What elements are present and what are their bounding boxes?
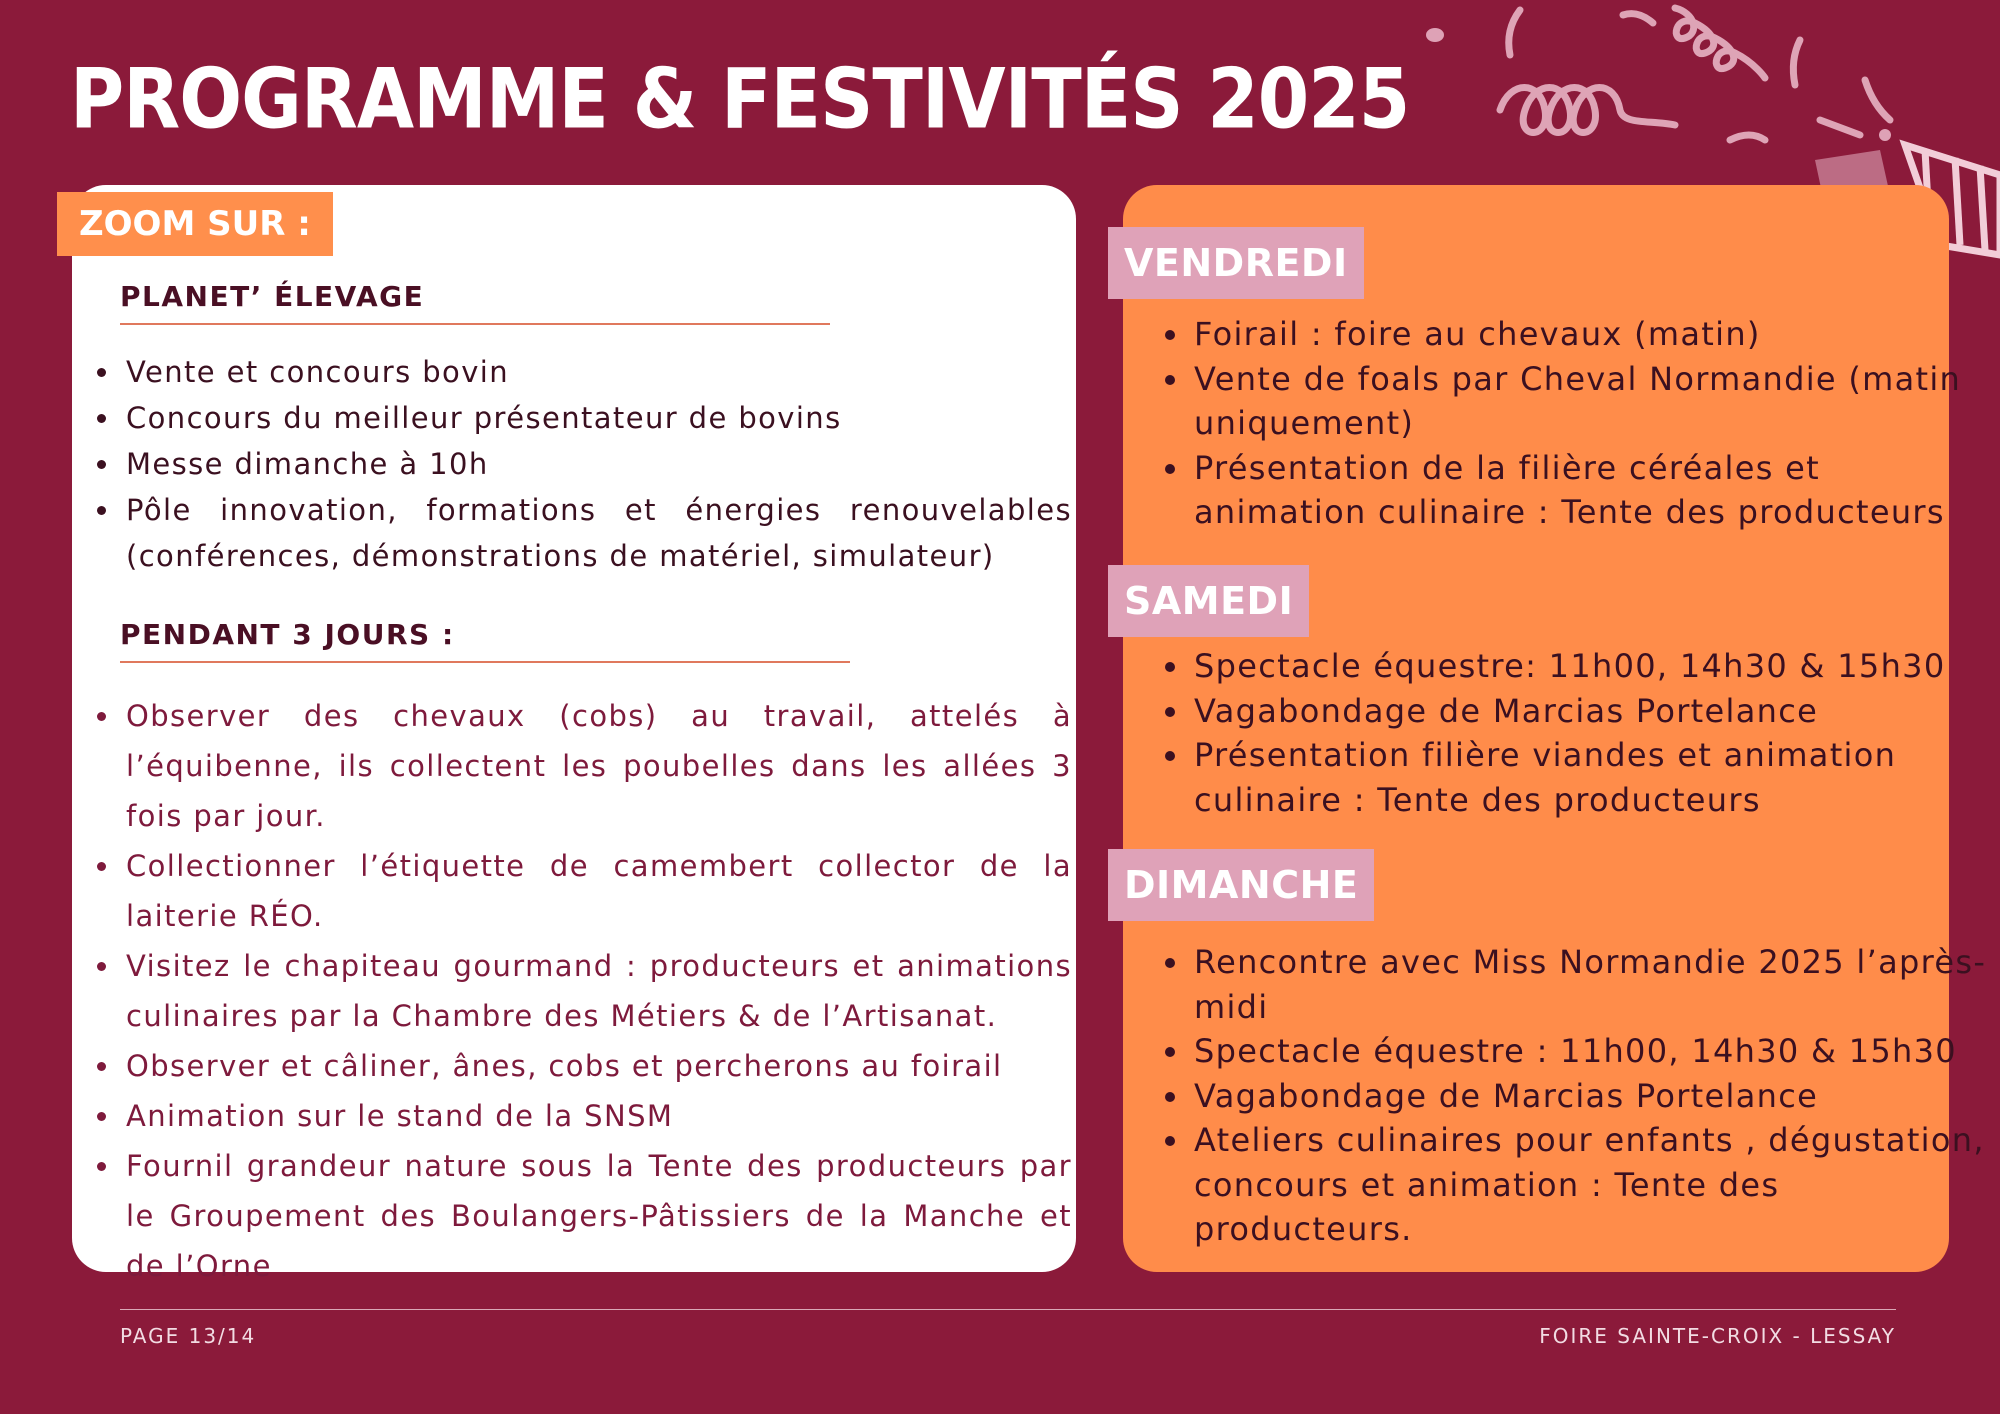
list-item: • Foirail : foire au chevaux (matin)	[1192, 312, 1992, 357]
dimanche-list	[1142, 940, 1992, 1252]
planet-elevage-list	[72, 349, 1072, 579]
vendredi-list	[1142, 312, 1992, 535]
list-item: • Ateliers culinaires pour enfants , dégustation, concours et animation : Tente des producteurs.	[1192, 1118, 1992, 1252]
section-heading-planet-elevage: PLANET’ ÉLEVAGE	[120, 280, 830, 325]
list-item: • Collectionner l’étiquette de camembert collector de la laiterie RÉO.	[122, 841, 1072, 941]
list-item: • Spectacle équestre : 11h00, 14h30 & 15h30	[1192, 1029, 1992, 1074]
list-item: • Vente de foals par Cheval Normandie (matin uniquement)	[1192, 357, 1992, 446]
zoom-tag: ZOOM SUR :	[57, 192, 333, 256]
list-item: • Présentation de la filière céréales et animation culinaire : Tente des producteurs	[1192, 446, 1992, 535]
event-name: FOIRE SAINTE-CROIX - LESSAY	[1539, 1324, 1896, 1348]
list-item: • Visitez le chapiteau gourmand : producteurs et animations culinaires par la Chambre des Métiers & de l’Artisanat.	[122, 941, 1072, 1041]
list-item: • Vagabondage de Marcias Portelance	[1192, 689, 1992, 734]
list-item: • Rencontre avec Miss Normandie 2025 l’après-midi	[1192, 940, 1992, 1029]
list-item: • Présentation filière viandes et animation culinaire : Tente des producteurs	[1192, 733, 1992, 822]
pendant-3-jours-list	[72, 691, 1072, 1291]
footer-divider	[120, 1309, 1896, 1310]
list-item: • Vagabondage de Marcias Portelance	[1192, 1074, 1992, 1119]
section-heading-pendant-3-jours: PENDANT 3 JOURS :	[120, 618, 850, 663]
list-item: • Vente et concours bovin	[122, 349, 1072, 395]
list-item: • Pôle innovation, formations et énergies renouvelables (conférences, démonstrations de matériel, simulateur)	[122, 487, 1072, 579]
page-title: PROGRAMME & FESTIVITÉS 2025	[70, 51, 1410, 148]
list-item: • Concours du meilleur présentateur de bovins	[122, 395, 1072, 441]
list-item: • Fournil grandeur nature sous la Tente des producteurs par le Groupement des Boulangers-Pâtissiers de la Manche et de l’Orne	[122, 1141, 1072, 1291]
list-item: • Animation sur le stand de la SNSM	[122, 1091, 1072, 1141]
day-tag-samedi: SAMEDI	[1108, 565, 1309, 637]
day-tag-vendredi: VENDREDI	[1108, 227, 1364, 299]
list-item: • Observer et câliner, ânes, cobs et percherons au foirail	[122, 1041, 1072, 1091]
list-item: • Messe dimanche à 10h	[122, 441, 1072, 487]
day-tag-dimanche: DIMANCHE	[1108, 849, 1374, 921]
list-item: • Spectacle équestre: 11h00, 14h30 & 15h30	[1192, 644, 1992, 689]
page-number: PAGE 13/14	[120, 1324, 257, 1348]
list-item: • Observer des chevaux (cobs) au travail, attelés à l’équibenne, ils collectent les poubelles dans les allées 3 fois par jour.	[122, 691, 1072, 841]
samedi-list	[1142, 644, 1992, 822]
